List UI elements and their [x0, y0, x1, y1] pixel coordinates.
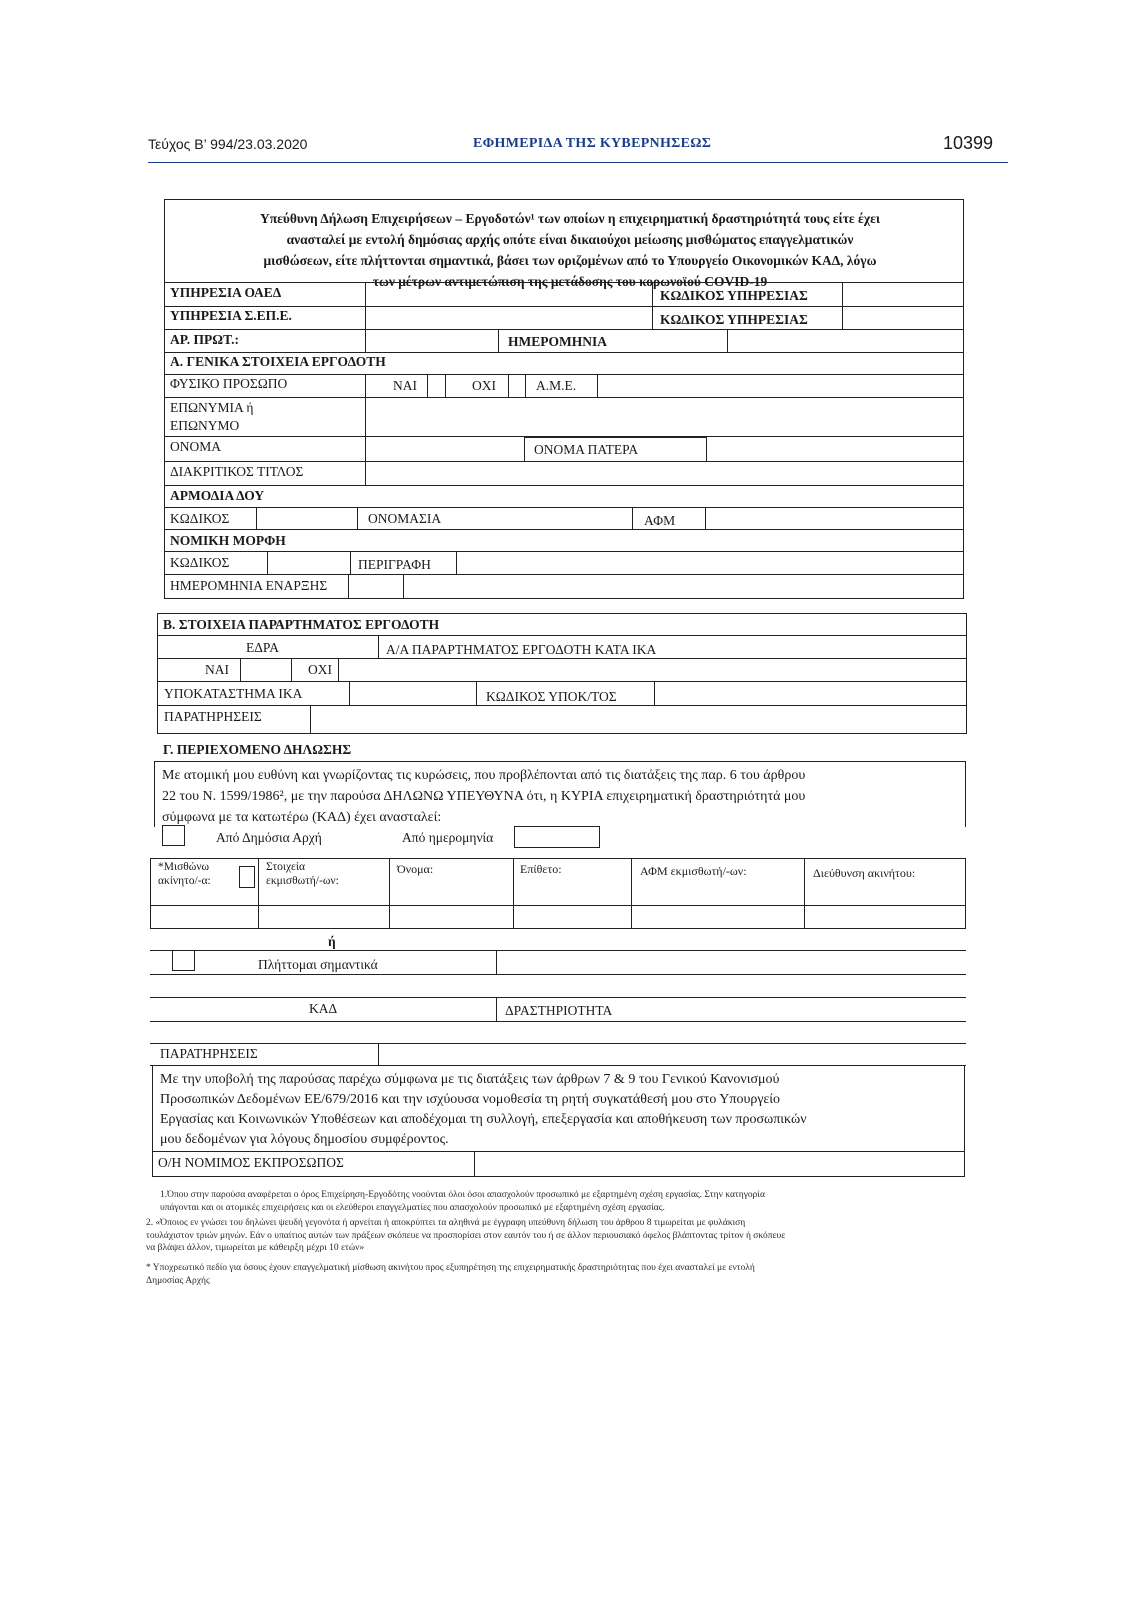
branch-code-label: ΚΩΔΙΚΟΣ ΥΠΟΚ/ΤΟΣ — [486, 689, 617, 704]
or-label: ή — [328, 934, 336, 949]
ame-label: Α.Μ.Ε. — [536, 378, 577, 393]
affected-checkbox[interactable] — [172, 950, 195, 971]
col-name-label: Όνομα: — [397, 862, 434, 876]
section-b-remarks-label: ΠΑΡΑΤΗΡΗΣΕΙΣ — [164, 709, 262, 724]
seat-yes: ΝΑΙ — [205, 662, 229, 677]
natural-person-yes-checkbox[interactable] — [427, 374, 446, 398]
legal-form-description-label: ΠΕΡΙΓΡΑΦΗ — [358, 557, 431, 572]
from-date-field[interactable] — [514, 826, 600, 848]
col-surname-label: Επίθετο: — [520, 862, 562, 876]
declaration-text: Με ατομική μου ευθύνη και γνωρίζοντας τις κυρώσεις, που προβλέπονται από τις διατάξεις της παρ. 6 του άρθρου 22 του Ν. 1599/1986², με την παρούσα ΔΗΛΩΝΩ ΥΠΕΥΘΥΝΑ ότι, η ΚΥΡΙΑ επιχειρηματική δραστηριότητά μου σύμφωνα με τα κατωτέρω (ΚΑΔ) έχει ανασταλεί: — [162, 768, 806, 825]
affected-label: Πλήττομαι σημαντικά — [258, 957, 378, 972]
lessor-data-label: Στοιχεία εκμισθωτή/-ων: — [266, 861, 339, 887]
footnote-1: 1.Όπου στην παρούσα αναφέρεται ο όρος Επιχείρηση-Εργοδότης νοούνται όλοι όσοι απασχολούν προσωπικό με εξαρτημένη σχέση εργασίας. Στην κατηγορία υπάγονται και οι ατομικές επιχειρήσεις και οι ελεύθεροι επαγγελματίες που απασχολούν προσωπικό με εξαρτημένη σχέση εργασίας. — [160, 1190, 765, 1213]
col-address-label: Διεύθυνση ακινήτου: — [813, 866, 916, 880]
natural-person-no: ΟΧΙ — [472, 378, 496, 393]
seat-no-box[interactable] — [338, 658, 339, 681]
col-afm-label: ΑΦΜ εκμισθωτή/-ων: — [640, 864, 747, 878]
form-title: Υπεύθυνη Δήλωση Επιχειρήσεων – Εργοδοτών¹ των οποίων η επιχειρηματική δραστηριότητά τους είτε έχει ανασταλεί με εντολή δημόσιας αρχής οπότε είναι δικαιούχοι μείωσης μισθώματος επαγγελματικών μισθώσεων, είτε πλήττονται σημαντικά, βάσει των οριζομένων από το Υπουργείο Οικονομικών ΚΑΔ, λόγω των μέτρων αντιμετώπιση της μετάδοσης του κορωνοϊού COVID-19 — [259, 211, 881, 289]
footnote-3: * Υποχρεωτικό πεδίο για όσους έχουν επαγγελματική μίσθωση ακινήτου προς εξυπηρέτηση της επιχειρηματικής δραστηριότητας που έχει ανασταλεί με εντολή Δημοσίας Αρχής — [146, 1263, 755, 1286]
start-date-label: ΗΜΕΡΟΜΗΝΙΑ ΕΝΑΡΞΗΣ — [170, 578, 328, 593]
sepe-label: ΥΠΗΡΕΣΙΑ Σ.ΕΠ.Ε. — [170, 308, 292, 323]
oaed-label: ΥΠΗΡΕΣΙΑ ΟΑΕΔ — [170, 285, 282, 300]
activity-label: ΔΡΑΣΤΗΡΙΟΤΗΤΑ — [505, 1003, 613, 1018]
tax-office-code-label: ΚΩΔΙΚΟΣ — [170, 511, 230, 526]
date-label: ΗΜΕΡΟΜΗΝΙΑ — [508, 334, 607, 349]
header-rule — [148, 162, 1008, 163]
kad-label: ΚΑΔ — [309, 1001, 338, 1016]
public-authority-label: Από Δημόσια Αρχή — [216, 830, 322, 845]
oaed-code-label: ΚΩΔΙΚΟΣ ΥΠΗΡΕΣΙΑΣ — [660, 288, 808, 303]
seat-yes-box[interactable] — [240, 658, 241, 681]
section-c-remarks-label: ΠΑΡΑΤΗΡΗΣΕΙΣ — [160, 1046, 258, 1061]
seat-label: ΕΔΡΑ — [246, 640, 279, 655]
father-name-label: ΟΝΟΜΑ ΠΑΤΕΡΑ — [534, 442, 639, 457]
natural-person-no-checkbox[interactable] — [508, 374, 526, 398]
ika-branch-label: ΥΠΟΚΑΤΑΣΤΗΜΑ ΙΚΑ — [164, 686, 303, 701]
lessor-label: *Μισθώνω ακίνητο/-α: — [158, 861, 211, 887]
page-number: 10399 — [943, 133, 994, 153]
legal-form-code-label: ΚΩΔΙΚΟΣ — [170, 555, 230, 570]
seat-no: ΟΧΙ — [308, 662, 332, 677]
natural-person-yes: ΝΑΙ — [393, 378, 417, 393]
protocol-label: ΑΡ. ΠΡΩΤ.: — [170, 332, 239, 347]
branch-number-label: Α/Α ΠΑΡΑΡΤΗΜΑΤΟΣ ΕΡΓΟΔΟΤΗ ΚΑΤΑ ΙΚΑ — [386, 642, 657, 657]
company-name-label: ΕΠΩΝΥΜΙΑ ή ΕΠΩΝΥΜΟ — [170, 400, 254, 433]
section-a-heading: Α. ΓΕΝΙΚΑ ΣΤΟΙΧΕΙΑ ΕΡΓΟΔΟΤΗ — [170, 354, 386, 369]
issue-number: Τεύχος Β’ 994/23.03.2020 — [148, 136, 308, 152]
lessor-checkbox[interactable] — [239, 866, 255, 888]
public-authority-checkbox[interactable] — [162, 825, 185, 846]
section-b-heading: Β. ΣΤΟΙΧΕΙΑ ΠΑΡΑΡΤΗΜΑΤΟΣ ΕΡΓΟΔΟΤΗ — [163, 617, 440, 632]
from-date-label: Από ημερομηνία — [402, 830, 494, 845]
section-c-heading: Γ. ΠΕΡΙΕΧΟΜΕΝΟ ΔΗΛΩΣΗΣ — [163, 742, 352, 757]
tax-office-name-label: ΟΝΟΜΑΣΙΑ — [368, 511, 442, 526]
sepe-code-label: ΚΩΔΙΚΟΣ ΥΠΗΡΕΣΙΑΣ — [660, 312, 808, 327]
footnote-2: 2. «Όποιος εν γνώσει του δηλώνει ψευδή γεγονότα ή αρνείται ή αποκρύπτει τα αληθινά με έγγραφη υπεύθυνη δήλωση του άρθρου 8 τιμωρείται με φυλάκιση τουλάχιστον τριών μηνών. Εάν ο υπαίτιος αυτών των πράξεων σκόπευε να προσπορίσει στον εαυτόν του ή σε άλλον περιουσιακό όφελος βλάπτοντας τρίτον ή σκόπευε να βλάψει άλλον, τιμωρείται με κάθειρξη μέχρι 10 ετών» — [146, 1218, 786, 1253]
gazette-title: ΕΦΗΜΕΡΙΔΑ ΤΗΣ ΚΥΒΕΡΝΗΣΕΩΣ — [473, 136, 712, 151]
legal-form-heading: ΝΟΜΙΚΗ ΜΟΡΦΗ — [170, 533, 286, 548]
afm-label: ΑΦΜ — [644, 513, 676, 528]
representative-label: Ο/Η ΝΟΜΙΜΟΣ ΕΚΠΡΟΣΩΠΟΣ — [158, 1155, 344, 1170]
tax-office-heading: ΑΡΜΟΔΙΑ ΔΟΥ — [170, 488, 265, 503]
trade-title-label: ΔΙΑΚΡΙΤΙΚΟΣ ΤΙΤΛΟΣ — [170, 464, 304, 479]
natural-person-label: ΦΥΣΙΚΟ ΠΡΟΣΩΠΟ — [170, 376, 288, 391]
consent-text: Με την υποβολή της παρούσας παρέχω σύμφωνα με τις διατάξεις των άρθρων 7 & 9 του Γενικού Κανονισμού Προσωπικών Δεδομένων ΕΕ/679/2016 και την ισχύουσα νομοθεσία τη ρητή συγκατάθεσή μου στο Υπουργείο Εργασίας και Κοινωνικών Υποθέσεων και αποδέχομαι τη συλλογή, επεξεργασία και αποθήκευση των προσωπικών μου δεδομένων για λόγους δημοσίου συμφέροντος. — [160, 1072, 807, 1147]
first-name-label: ΟΝΟΜΑ — [170, 439, 222, 454]
